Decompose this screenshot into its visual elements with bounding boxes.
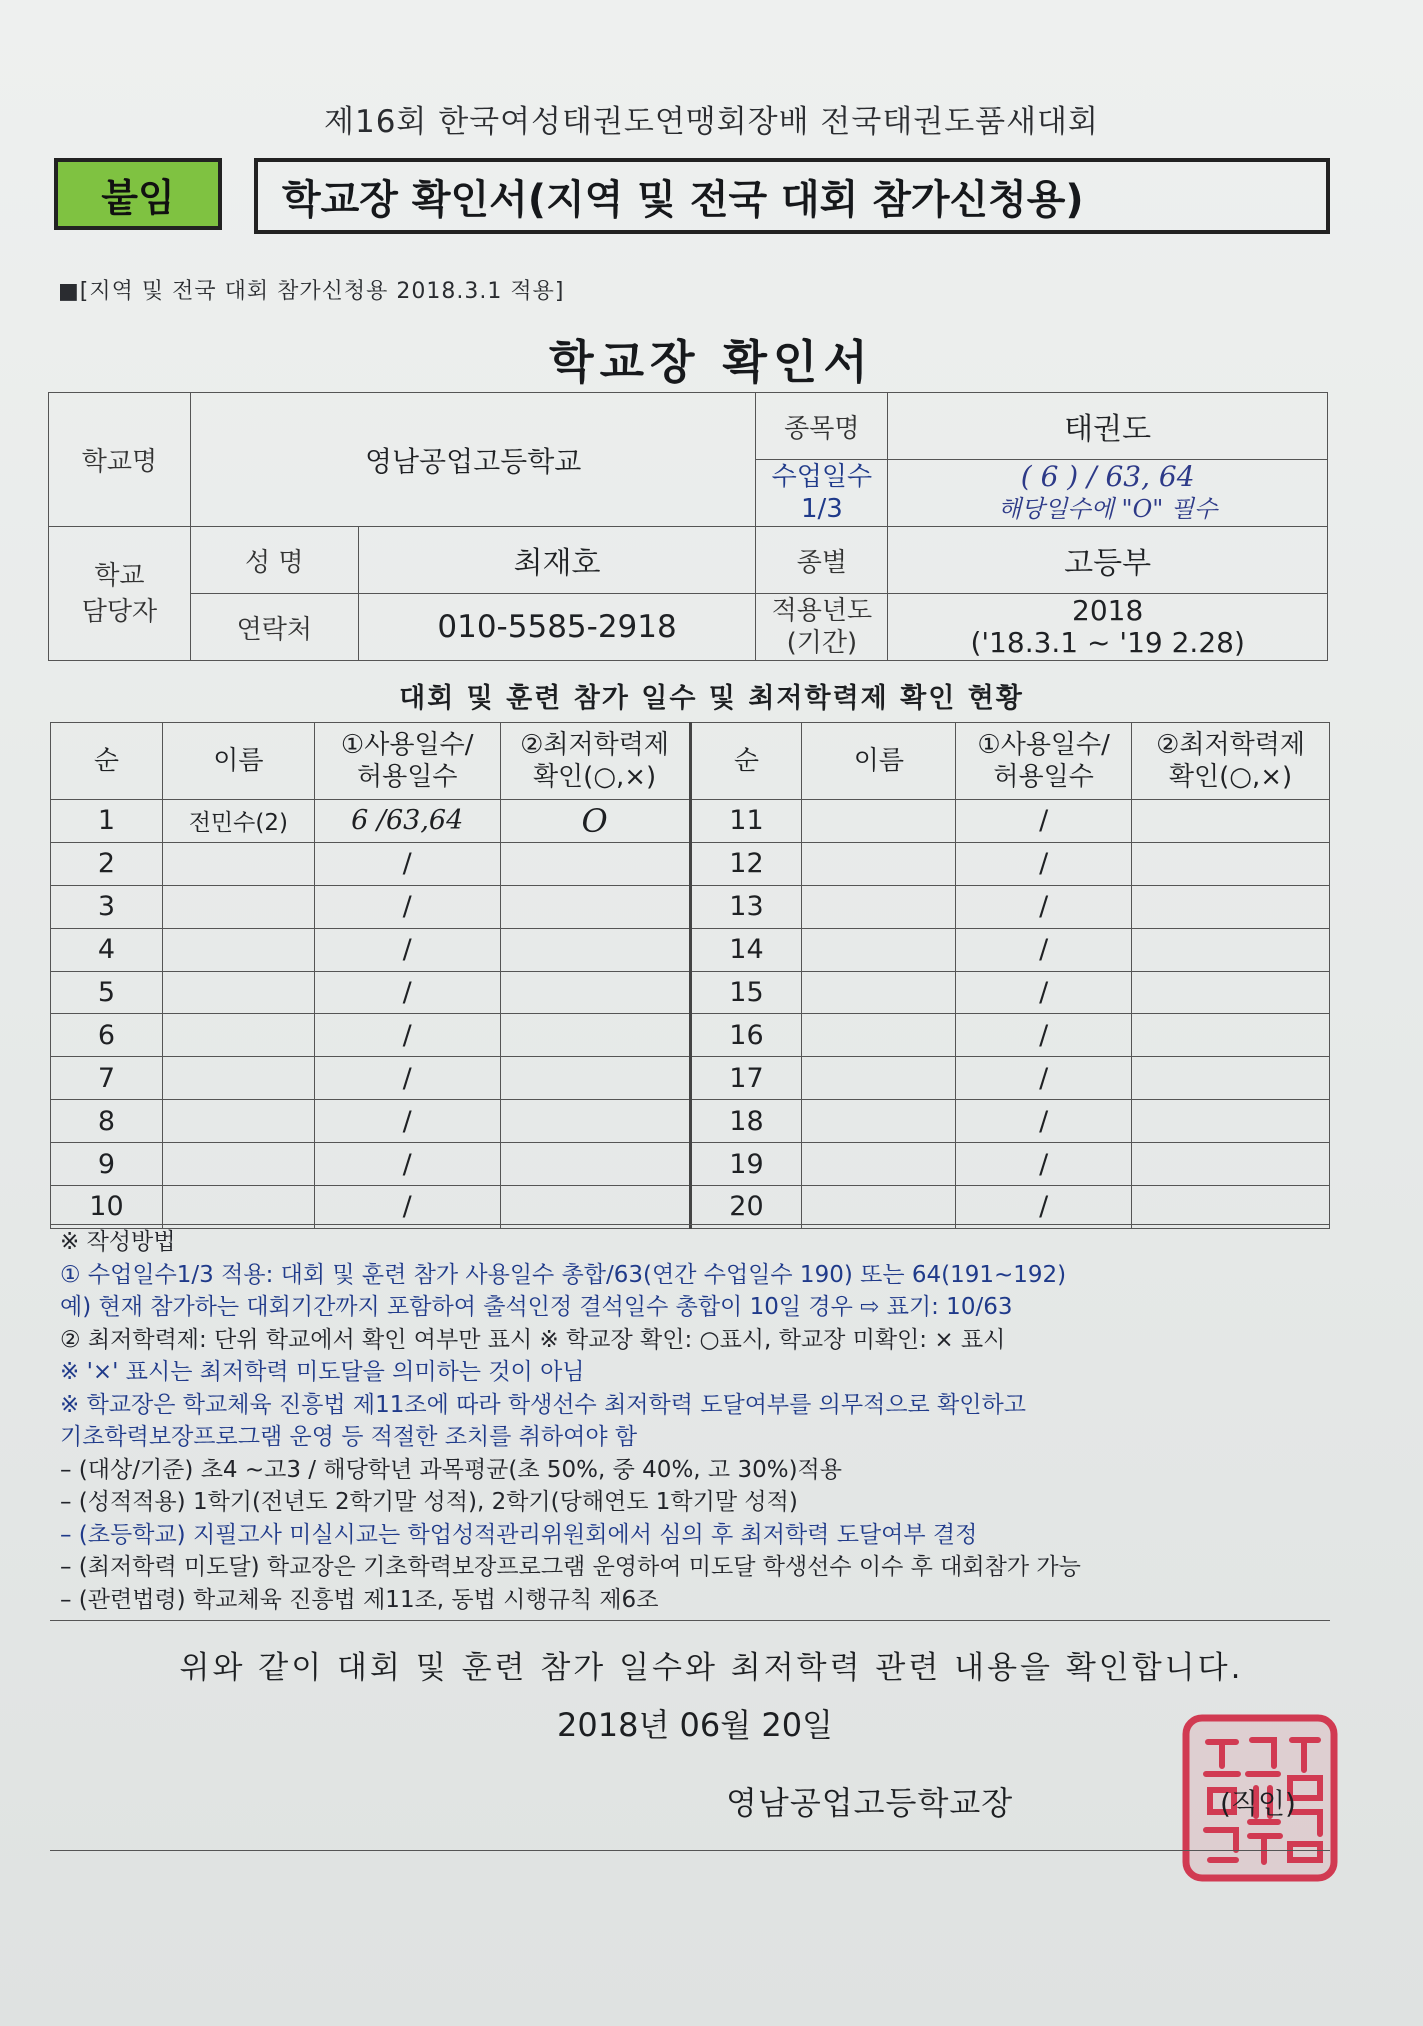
row-check: O <box>500 800 690 843</box>
row-check <box>1132 842 1330 885</box>
divider <box>50 1850 1330 1851</box>
instruction-line: – (성적적용) 1학기(전년도 2학기말 성적), 2학기(당해연도 1학기말 성적) <box>60 1489 798 1515</box>
col-name-left: 이름 <box>162 723 314 800</box>
division-value: 고등부 <box>888 527 1328 594</box>
row-check <box>500 1143 690 1186</box>
row-days: / <box>956 928 1132 971</box>
year-value-line1: 2018 <box>1072 594 1144 627</box>
row-name <box>802 842 956 885</box>
confirm-text: 위와 같이 대회 및 훈련 참가 일수와 최저학력 관련 내용을 확인합니다. <box>179 1650 1244 1686</box>
row-name <box>802 1057 956 1100</box>
row-check <box>1132 971 1330 1014</box>
col-days-left-line2: 허용일수 <box>356 762 458 792</box>
row-days: / <box>956 1143 1132 1186</box>
name-value: 최재호 <box>358 527 756 594</box>
row-days: / <box>314 1057 500 1100</box>
instruction-line: ① 수업일수1/3 적용: 대회 및 훈련 참가 사용일수 총합/63(연간 수업일수 190) 또는 64(191~192) <box>60 1261 1067 1288</box>
row-name <box>162 928 314 971</box>
days-value-cell <box>888 460 1328 527</box>
col-days-right-line1: ①사용일수/ <box>977 730 1110 760</box>
table-row <box>51 1186 1330 1229</box>
col-check-right <box>1132 723 1330 800</box>
row-name <box>162 1186 314 1229</box>
row-days: / <box>314 842 500 885</box>
row-no: 10 <box>51 1186 163 1229</box>
row-days: / <box>314 928 500 971</box>
col-no-right: 순 <box>690 723 802 800</box>
row-no: 18 <box>690 1100 802 1143</box>
instruction-line: – (관련법령) 학교체육 진흥법 제11조, 동법 시행규칙 제6조 <box>60 1586 659 1613</box>
signature-date: 2018년 06월 20일 <box>557 1706 833 1744</box>
row-name <box>802 1014 956 1057</box>
row-check <box>1132 1100 1330 1143</box>
row-no: 1 <box>51 800 163 843</box>
row-name <box>802 1186 956 1229</box>
row-days: / <box>314 1143 500 1186</box>
sport-label: 종목명 <box>756 393 888 460</box>
table-row <box>51 971 1330 1014</box>
sport-value: 태권도 <box>888 393 1328 460</box>
principal-name: 영남공업고등학교장 <box>726 1784 1014 1822</box>
row-name <box>162 842 314 885</box>
table-row <box>51 885 1330 928</box>
year-value-line2: ('18.3.1 ~ '19 2.28) <box>970 626 1245 659</box>
division-label: 종별 <box>756 527 888 594</box>
row-check <box>500 885 690 928</box>
row-name: 전민수(2) <box>162 800 314 843</box>
row-no: 3 <box>51 885 163 928</box>
row-no: 20 <box>690 1186 802 1229</box>
col-no-left: 순 <box>51 723 163 800</box>
row-days: / <box>956 1186 1132 1229</box>
instruction-line: – (대상/기준) 초4 ~고3 / 해당학년 과목평균(초 50%, 중 40%, 고 30%)적용 <box>60 1456 842 1483</box>
col-check-left <box>500 723 690 800</box>
row-no: 7 <box>51 1057 163 1100</box>
row-no: 6 <box>51 1014 163 1057</box>
table-row <box>51 800 1330 843</box>
row-no: 16 <box>690 1014 802 1057</box>
doc-title: 학교장 확인서 <box>549 335 874 389</box>
header-title: 학교장 확인서(지역 및 전국 대회 참가신청용) <box>254 158 1330 234</box>
row-no: 15 <box>690 971 802 1014</box>
row-no: 17 <box>690 1057 802 1100</box>
instruction-line: 기초학력보장프로그램 운영 등 적절한 조치를 취하여야 함 <box>60 1424 638 1450</box>
row-days: / <box>956 1014 1132 1057</box>
col-name-right: 이름 <box>802 723 956 800</box>
row-days: / <box>314 1186 500 1229</box>
row-no: 5 <box>51 971 163 1014</box>
row-no: 12 <box>690 842 802 885</box>
row-days: / <box>956 1100 1132 1143</box>
instructions-heading: ※ 작성방법 <box>60 1229 176 1255</box>
row-name <box>162 1143 314 1186</box>
row-check <box>500 1100 690 1143</box>
name-label: 성 명 <box>190 527 358 594</box>
instruction-line: ② 최저학력제: 단위 학교에서 확인 여부만 표시 ※ 학교장 확인: ○표시, 학교장 미확인: × 표시 <box>60 1326 1006 1353</box>
row-days: 6 /63,64 <box>314 800 500 843</box>
instruction-line: ※ 학교장은 학교체육 진흥법 제11조에 따라 학생선수 최저학력 도달여부를 의무적으로 확인하고 <box>60 1391 1026 1418</box>
contact-value: 010-5585-2918 <box>358 594 756 661</box>
note-line: ■[지역 및 전국 대회 참가신청용 2018.3.1 적용] <box>58 279 565 304</box>
col-check-left-line2: 확인(○,×) <box>532 762 657 792</box>
table-header-row <box>51 723 1330 800</box>
row-name <box>802 800 956 843</box>
school-label: 학교명 <box>49 393 191 527</box>
manager-label-line2: 담당자 <box>81 596 158 627</box>
col-days-left <box>314 723 500 800</box>
days-note: 해당일수에 "O" 필수 <box>998 495 1218 523</box>
year-label <box>756 594 888 661</box>
instruction-line: ※ '×' 표시는 최저학력 미도달을 의미하는 것이 아님 <box>60 1359 585 1385</box>
manager-label <box>49 527 191 661</box>
row-check <box>500 971 690 1014</box>
row-check <box>1132 1014 1330 1057</box>
divider <box>50 1620 1330 1621</box>
row-name <box>802 971 956 1014</box>
col-days-right <box>956 723 1132 800</box>
school-name: 영남공업고등학교 <box>190 393 756 527</box>
row-days: / <box>314 1100 500 1143</box>
row-name <box>162 971 314 1014</box>
row-days: / <box>314 971 500 1014</box>
row-no: 11 <box>690 800 802 843</box>
year-label-line1: 적용년도 <box>771 596 873 626</box>
row-days: / <box>956 800 1132 843</box>
year-label-line2: (기간) <box>786 628 858 658</box>
event-title: 제16회 한국여성태권도연맹회장배 전국태권도품새대회 <box>324 104 1099 140</box>
instruction-line: – (최저학력 미도달) 학교장은 기초학력보장프로그램 운영하여 미도달 학생선수 이수 후 대회참가 가능 <box>60 1554 1081 1580</box>
table-row <box>51 928 1330 971</box>
row-no: 9 <box>51 1143 163 1186</box>
col-check-left-line1: ②최저학력제 <box>520 730 670 760</box>
row-days: / <box>314 885 500 928</box>
row-name <box>802 1143 956 1186</box>
instruction-line: – (초등학교) 지필고사 미실시교는 학업성적관리위원회에서 심의 후 최저학력 도달여부 결정 <box>60 1521 978 1548</box>
col-check-right-line1: ②최저학력제 <box>1156 730 1305 760</box>
row-days: / <box>956 1057 1132 1100</box>
row-check <box>1132 1143 1330 1186</box>
col-check-right-line2: 확인(○,×) <box>1168 762 1293 792</box>
row-no: 4 <box>51 928 163 971</box>
row-name <box>802 928 956 971</box>
table-row <box>51 1100 1330 1143</box>
row-name <box>802 885 956 928</box>
days-value: ( 6 ) / 63, 64 <box>1020 460 1195 493</box>
row-name <box>162 1014 314 1057</box>
row-check <box>500 1014 690 1057</box>
contact-label: 연락처 <box>190 594 358 661</box>
row-name <box>162 885 314 928</box>
row-days: / <box>956 885 1132 928</box>
manager-label-line1: 학교 <box>94 560 145 591</box>
instruction-line: 예) 현재 참가하는 대회기간까지 포함하여 출석인정 결석일수 총합이 10일 경우 ⇨ 표기: 10/63 <box>60 1294 1013 1320</box>
col-days-right-line2: 허용일수 <box>993 762 1094 792</box>
row-no: 19 <box>690 1143 802 1186</box>
days-label <box>756 460 888 527</box>
row-check <box>1132 1186 1330 1229</box>
seal-label: (직인) <box>1220 1787 1296 1820</box>
row-days: / <box>956 971 1132 1014</box>
row-no: 14 <box>690 928 802 971</box>
row-no: 13 <box>690 885 802 928</box>
row-check <box>500 1186 690 1229</box>
table-row <box>51 1143 1330 1186</box>
row-days: / <box>314 1014 500 1057</box>
row-check <box>1132 1057 1330 1100</box>
row-check <box>1132 800 1330 843</box>
year-value <box>888 594 1328 661</box>
table-body <box>51 800 1330 1229</box>
participation-table <box>50 722 1330 1229</box>
row-name <box>802 1100 956 1143</box>
table-row <box>51 1057 1330 1100</box>
table-row <box>51 842 1330 885</box>
row-name <box>162 1100 314 1143</box>
attach-badge: 붙임 <box>54 158 222 230</box>
col-days-left-line1: ①사용일수/ <box>340 730 474 760</box>
divider <box>50 1224 1330 1225</box>
days-label-line1: 수업일수 <box>771 462 873 492</box>
row-check <box>500 928 690 971</box>
info-table <box>48 392 1328 661</box>
row-check <box>500 1057 690 1100</box>
row-check <box>500 842 690 885</box>
row-days: / <box>956 842 1132 885</box>
table-row <box>51 1014 1330 1057</box>
row-name <box>162 1057 314 1100</box>
row-no: 8 <box>51 1100 163 1143</box>
days-label-line2: 1/3 <box>800 494 843 524</box>
row-no: 2 <box>51 842 163 885</box>
row-check <box>1132 928 1330 971</box>
section-title: 대회 및 훈련 참가 일수 및 최저학력제 확인 현황 <box>399 683 1024 714</box>
instructions <box>60 1226 1360 1616</box>
row-check <box>1132 885 1330 928</box>
